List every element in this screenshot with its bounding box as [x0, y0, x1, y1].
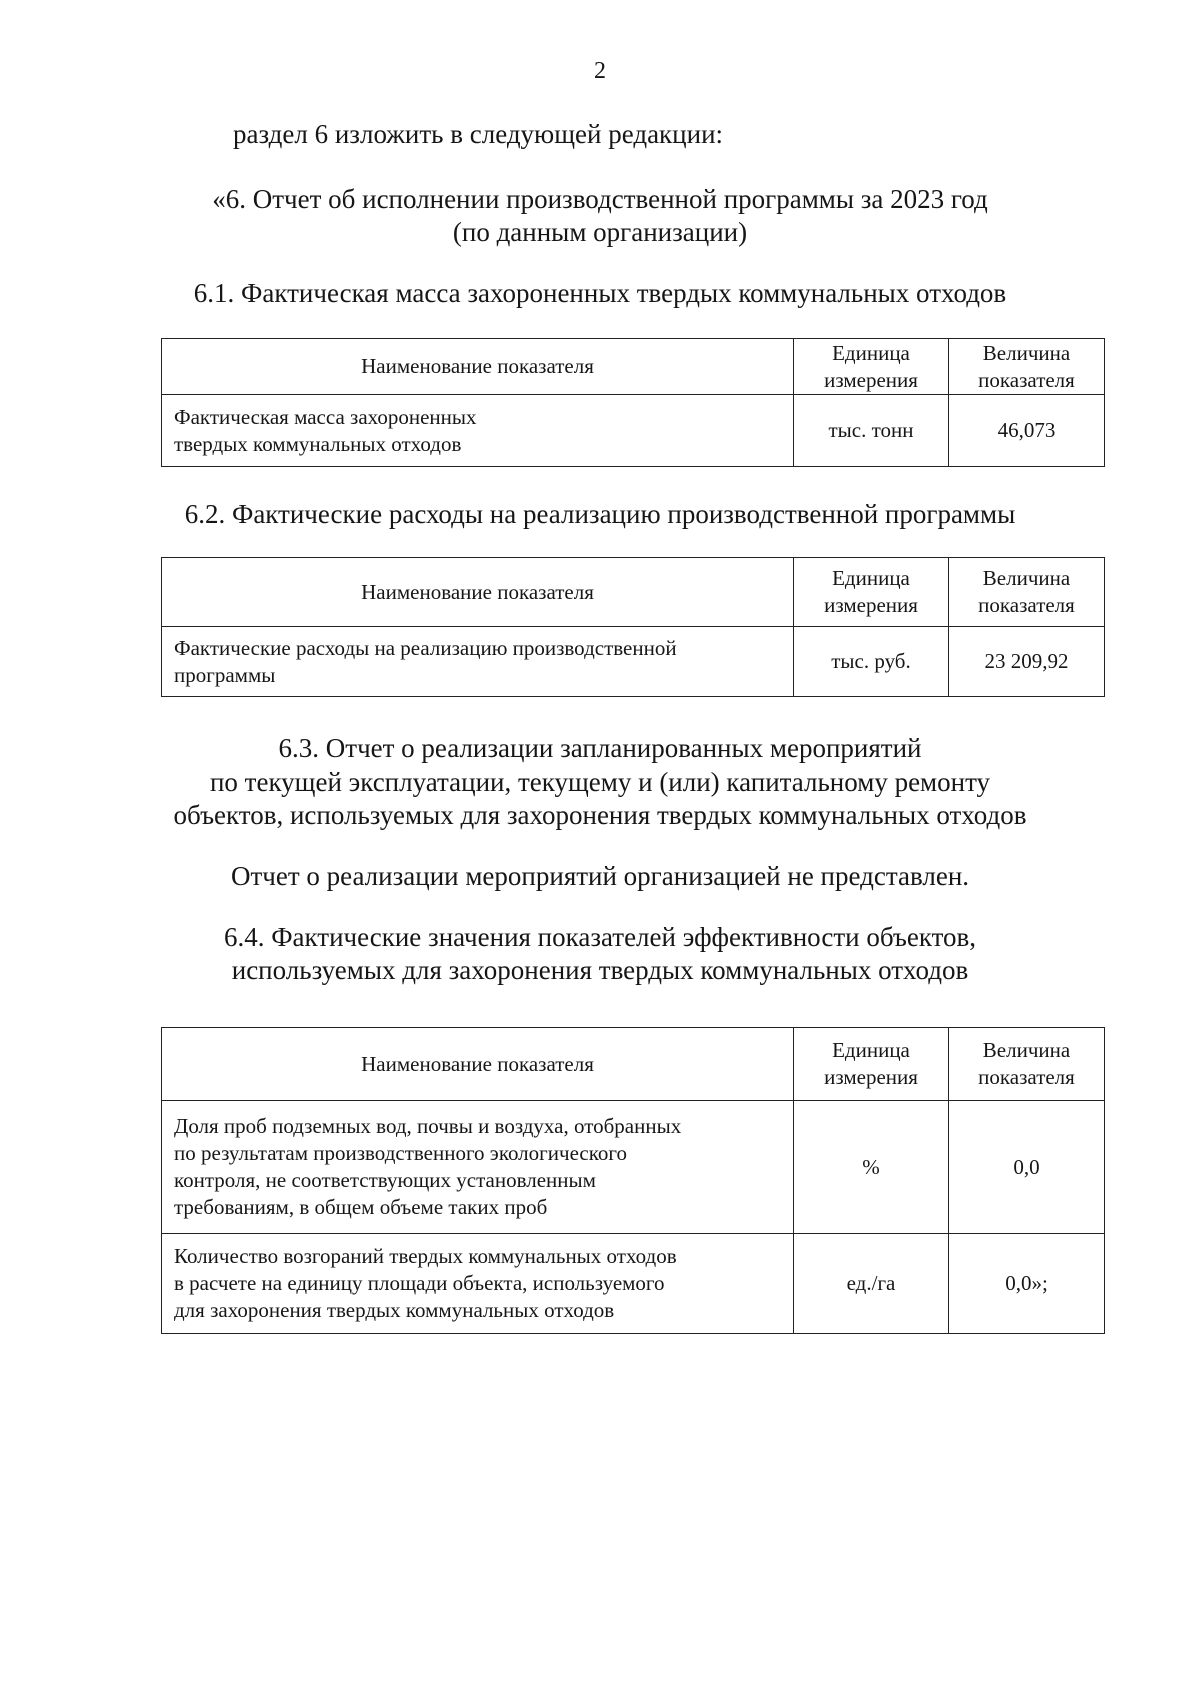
- header-value: Величина показателя: [949, 339, 1105, 395]
- row-name: Фактические расходы на реализацию производственной программы: [162, 627, 794, 697]
- table-header-row: [162, 339, 1105, 395]
- table-header-row: [162, 1028, 1105, 1101]
- header-unit: Единица измерения: [794, 558, 949, 627]
- row-unit: тыс. руб.: [794, 627, 949, 697]
- row-name: Фактическая масса захороненных твердых коммунальных отходов: [162, 395, 794, 467]
- table-6-1: [161, 338, 1105, 467]
- section-6-2-title: 6.2. Фактические расходы на реализацию производственной программы: [184, 499, 1016, 529]
- header-value: Величина показателя: [949, 558, 1105, 627]
- section-6-1-title: 6.1. Фактическая масса захороненных твердых коммунальных отходов: [193, 278, 1007, 308]
- intro-text: раздел 6 изложить в следующей редакции:: [233, 119, 724, 149]
- section-6-4-title-line2: используемых для захоронения твердых коммунальных отходов: [231, 955, 969, 985]
- row-value: 0,0: [949, 1101, 1105, 1234]
- header-name: Наименование показателя: [162, 1028, 794, 1101]
- section-6-3-title-line1: 6.3. Отчет о реализации запланированных мероприятий: [278, 733, 922, 763]
- header-unit: Единица измерения: [794, 1028, 949, 1101]
- page-number: 2: [594, 58, 606, 84]
- row-value: 46,073: [949, 395, 1105, 467]
- section-6-3-note: Отчет о реализации мероприятий организацией не представлен.: [230, 861, 970, 891]
- section-heading-line2: (по данным организации): [452, 217, 748, 247]
- table-row: [162, 395, 1105, 467]
- section-heading-line1: «6. Отчет об исполнении производственной программы за 2023 год: [212, 184, 988, 214]
- table-6-4: [161, 1027, 1105, 1334]
- section-6-4-title-line1: 6.4. Фактические значения показателей эффективности объектов,: [223, 922, 977, 952]
- section-6-3-title-line2: по текущей эксплуатации, текущему и (или) капитальному ремонту: [209, 767, 991, 797]
- table-6-2: [161, 557, 1105, 697]
- row-name: Количество возгораний твердых коммунальных отходов в расчете на единицу площади объекта, используемого для захоронения твердых коммунальных отходов: [162, 1234, 794, 1334]
- section-6-3-title-line3: объектов, используемых для захоронения твердых коммунальных отходов: [173, 800, 1027, 830]
- row-name: Доля проб подземных вод, почвы и воздуха, отобранных по результатам производственного экологического контроля, не соответствующих установленным требованиям, в общем объеме таких проб: [162, 1101, 794, 1234]
- table-row: [162, 627, 1105, 697]
- header-name: Наименование показателя: [162, 558, 794, 627]
- header-name: Наименование показателя: [162, 339, 794, 395]
- row-unit: %: [794, 1101, 949, 1234]
- header-unit: Единица измерения: [794, 339, 949, 395]
- row-value: 23 209,92: [949, 627, 1105, 697]
- header-value: Величина показателя: [949, 1028, 1105, 1101]
- table-row: [162, 1101, 1105, 1234]
- row-unit: ед./га: [794, 1234, 949, 1334]
- row-unit: тыс. тонн: [794, 395, 949, 467]
- table-header-row: [162, 558, 1105, 627]
- row-value: 0,0»;: [949, 1234, 1105, 1334]
- table-row: [162, 1234, 1105, 1334]
